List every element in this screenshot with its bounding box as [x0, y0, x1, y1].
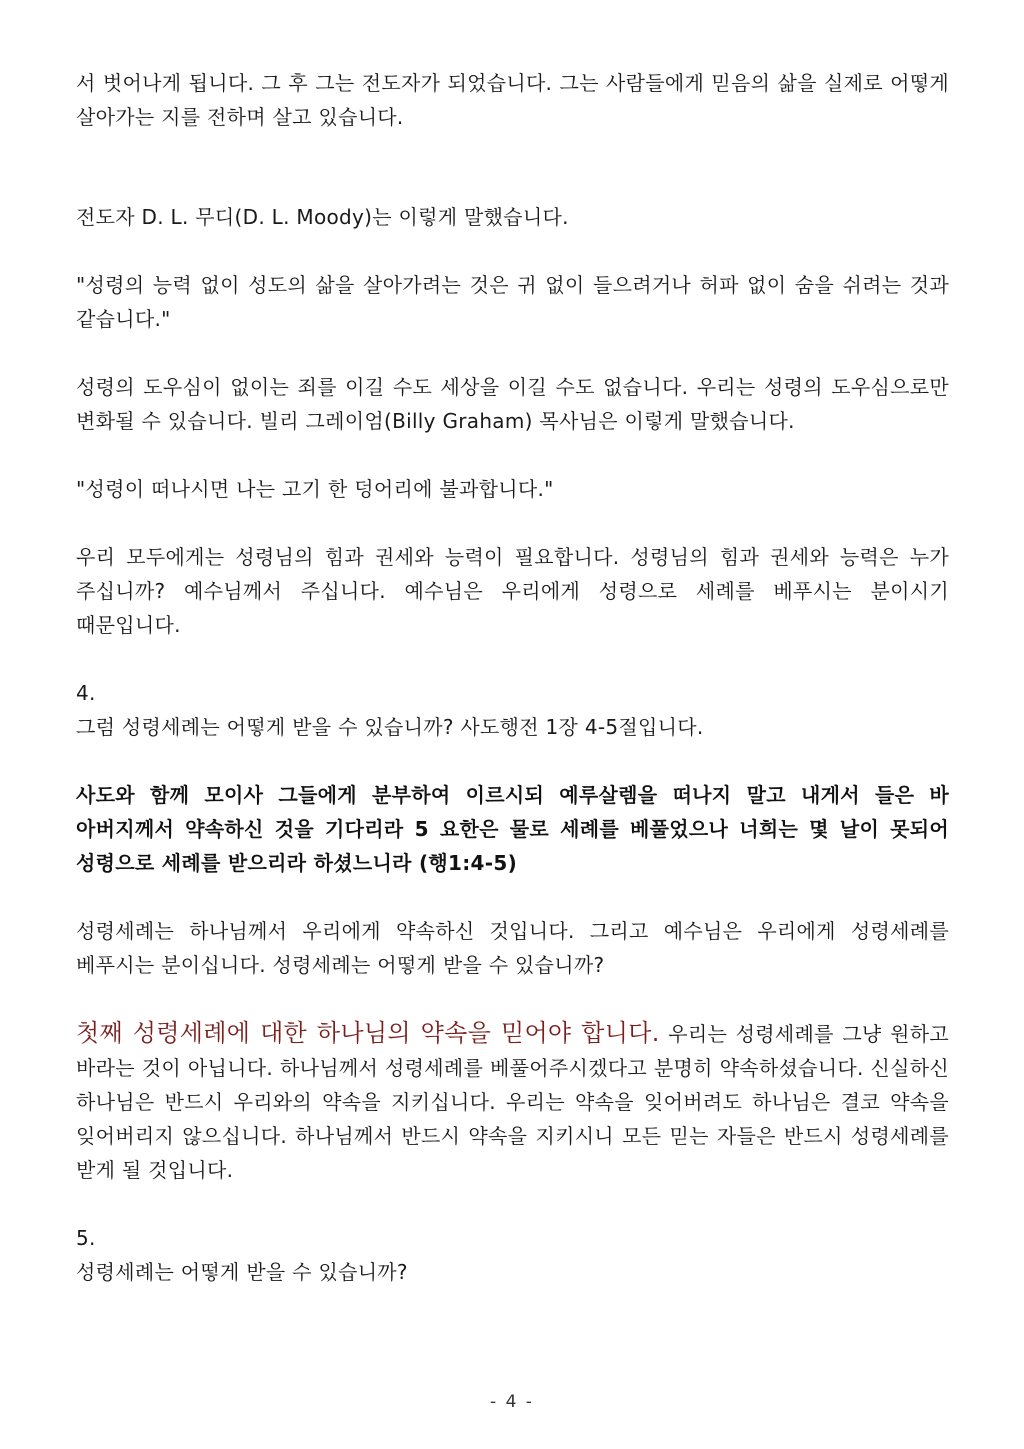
spacer: [76, 1187, 949, 1221]
section-number-4: 4.: [76, 681, 96, 705]
spacer: [76, 234, 949, 268]
first-point-body: 우리는 성령세례를 그냥 원하고 바라는 것이 아닙니다. 하나님께서 성령세례를 베풀어주시겠다고 분명히 약속하셨습니다. 신실하신 하나님은 반드시 우리와의 약속을 지키십니다. 우리는 약속을 잊어버려도 하나님은 결코 약속을 잊어버리지 않으십니다. 하나님께서 반드시 약속을 지키시니 모든 믿는 자들은 반드시 성령세례를 받게 될 것입니다.: [76, 1022, 949, 1182]
section-number-5: 5.: [76, 1226, 96, 1250]
paragraph-graham-intro: 성령의 도우심이 없이는 죄를 이길 수도 세상을 이길 수도 없습니다. 우리는 성령의 도우심으로만 변화될 수 있습니다. 빌리 그레이엄(Billy Graham) 목사님은 이렇게 말했습니다.: [76, 375, 949, 433]
spacer: [76, 134, 949, 200]
paragraph-promise: 성령세례는 하나님께서 우리에게 약속하신 것입니다. 그리고 예수님은 우리에게 성령세례를 베푸시는 분이십니다. 성령세례는 어떻게 받을 수 있습니까?: [76, 919, 949, 977]
spacer: [76, 438, 949, 472]
scripture-acts-1-4-5: 사도와 함께 모이사 그들에게 분부하여 이르시되 예루살렘을 떠나지 말고 내게서 들은 바 아버지께서 약속하신 것을 기다리라 5 요한은 물로 세례를 베풀었으나 너희는 몇 날이 못되어 성령으로 세례를 받으리라 하셨느니라 (행1:4-5): [76, 783, 949, 875]
section-4-question: 그럼 성령세례는 어떻게 받을 수 있습니까? 사도행전 1장 4-5절입니다.: [76, 715, 704, 739]
section-5-question: 성령세례는 어떻게 받을 수 있습니까?: [76, 1260, 408, 1284]
document-body: [76, 66, 949, 1289]
quote-moody: "성령의 능력 없이 성도의 삶을 살아가려는 것은 귀 없이 들으려거나 허파 없이 숨을 쉬려는 것과 같습니다.": [76, 273, 949, 331]
paragraph-moody-intro: 전도자 D. L. 무디(D. L. Moody)는 이렇게 말했습니다.: [76, 205, 569, 229]
first-point-heading: 첫째 성령세례에 대한 하나님의 약속을 믿어야 합니다.: [76, 1019, 660, 1047]
paragraph-need-for-spirit: 우리 모두에게는 성령님의 힘과 권세와 능력이 필요합니다. 성령님의 힘과 권세와 능력은 누가 주십니까? 예수님께서 주십니다. 예수님은 우리에게 성령으로 세례를 베푸시는 분이시기 때문입니다.: [76, 545, 949, 637]
paragraph-first-point: [76, 1016, 949, 1187]
spacer: [76, 642, 949, 676]
spacer: [76, 506, 949, 540]
quote-graham: "성령이 떠나시면 나는 고기 한 덩어리에 불과합니다.": [76, 477, 554, 501]
spacer: [76, 982, 949, 1016]
spacer: [76, 880, 949, 914]
spacer: [76, 336, 949, 370]
paragraph-conversion-story: 서 벗어나게 됩니다. 그 후 그는 전도자가 되었습니다. 그는 사람들에게 믿음의 삶을 실제로 어떻게 살아가는 지를 전하며 살고 있습니다.: [76, 71, 949, 129]
page-number: - 4 -: [490, 1392, 534, 1412]
spacer: [76, 744, 949, 778]
